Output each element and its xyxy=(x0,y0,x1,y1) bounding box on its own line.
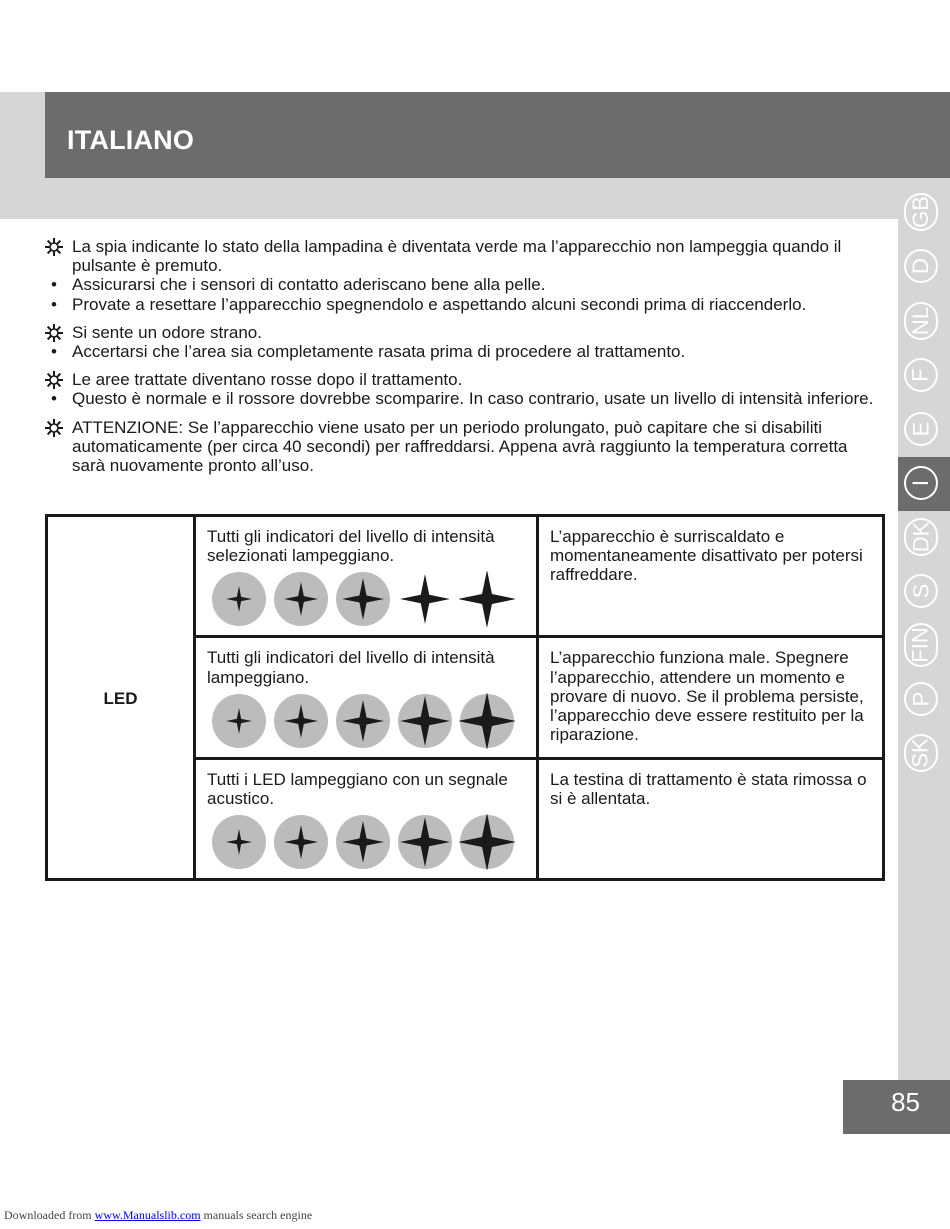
troubleshooting-group xyxy=(44,370,884,408)
language-tab-label: S xyxy=(908,583,933,599)
language-tab-i[interactable] xyxy=(903,458,939,508)
led-unlit-star-icon xyxy=(459,571,515,627)
language-tab-fin[interactable] xyxy=(903,620,939,670)
solution-item xyxy=(44,342,884,361)
language-tab-label: D xyxy=(907,258,933,274)
language-tab-label: NL xyxy=(908,306,933,336)
language-tab-gb[interactable] xyxy=(903,187,939,237)
sun-icon xyxy=(44,418,64,442)
led-indicator-row xyxy=(211,693,525,749)
bullet-icon: • xyxy=(51,275,57,295)
led-lit-star-icon xyxy=(211,814,267,870)
led-lit-star-icon xyxy=(335,571,391,627)
problem-text: Si sente un odore strano. xyxy=(72,322,262,342)
troubleshooting-group xyxy=(44,418,884,476)
led-condition-text: Tutti i LED lampeggiano con un segnale acustico. xyxy=(207,769,508,809)
language-tab-p[interactable] xyxy=(903,674,939,724)
led-indicator-row xyxy=(211,571,525,627)
led-lit-star-icon xyxy=(273,814,329,870)
solution-item xyxy=(44,275,884,294)
led-meaning-cell xyxy=(538,637,884,758)
language-tab-e[interactable] xyxy=(903,404,939,454)
led-indicator-table xyxy=(45,514,885,881)
solution-text: Accertarsi che l’area sia completamente rasata prima di procedere al trattamento. xyxy=(72,342,686,362)
solution-text: Assicurarsi che i sensori di contatto aderiscano bene alla pelle. xyxy=(72,275,546,295)
language-tab-label: DK xyxy=(908,521,933,553)
troubleshooting-group xyxy=(44,323,884,361)
led-meaning-text: La testina di trattamento è stata rimossa o si è allentata. xyxy=(550,769,867,809)
language-tab-label: FIN xyxy=(907,627,933,663)
led-lit-star-icon xyxy=(273,693,329,749)
led-meaning-text: L’apparecchio funziona male. Spegnere l’apparecchio, attendere un momento e provare di nuovo. Se il problema persiste, l’apparecchio deve essere restituito per la riparazione. xyxy=(550,648,864,745)
troubleshooting-group xyxy=(44,237,884,314)
problem-item xyxy=(44,418,884,476)
problem-text: ATTENZIONE: Se l’apparecchio viene usato per un periodo prolungato, può capitare che si disabiliti automaticamente (per circa 40 secondi) per raffreddarsi. Appena avrà raggiunto la temperatura corretta sarà nuovamente pronto all’uso. xyxy=(72,417,848,476)
footer-suffix: manuals search engine xyxy=(203,1208,313,1222)
led-unlit-star-icon xyxy=(397,571,453,627)
led-lit-star-icon xyxy=(211,571,267,627)
problem-text: La spia indicante lo stato della lampadina è diventata verde ma l’apparecchio non lampeggia quando il pulsante è premuto. xyxy=(72,237,842,276)
led-lit-star-icon xyxy=(397,814,453,870)
led-label: LED xyxy=(47,516,195,880)
led-table-row xyxy=(47,516,884,637)
led-lit-star-icon xyxy=(335,693,391,749)
problem-item xyxy=(44,237,884,275)
led-lit-star-icon xyxy=(335,814,391,870)
led-condition-cell xyxy=(195,637,538,758)
language-tab-label: SK xyxy=(907,738,933,768)
solution-item xyxy=(44,295,884,314)
led-meaning-cell xyxy=(538,758,884,879)
led-lit-star-icon xyxy=(211,693,267,749)
language-tab-label: E xyxy=(908,421,933,437)
solution-item xyxy=(44,389,884,408)
language-tab-label: GB xyxy=(907,196,933,228)
led-condition-text: Tutti gli indicatori del livello di intensità lampeggiano. xyxy=(207,648,495,687)
led-lit-star-icon xyxy=(459,814,515,870)
footer xyxy=(4,1208,312,1223)
footer-prefix: Downloaded from xyxy=(4,1208,92,1222)
problem-item xyxy=(44,323,884,342)
language-tab-dk[interactable] xyxy=(903,512,939,562)
language-tab-f[interactable] xyxy=(903,350,939,400)
page-title: ITALIANO xyxy=(67,125,195,155)
sun-icon xyxy=(44,237,64,261)
led-lit-star-icon xyxy=(273,571,329,627)
led-meaning-cell xyxy=(538,516,884,637)
led-condition-cell xyxy=(195,758,538,879)
language-tab-nl[interactable] xyxy=(903,296,939,346)
problem-item xyxy=(44,370,884,389)
led-meaning-text: L’apparecchio è surriscaldato e momentaneamente disattivato per potersi raffreddare. xyxy=(550,527,863,585)
language-tab-d[interactable] xyxy=(903,241,939,291)
bullet-icon: • xyxy=(51,389,57,409)
problem-text: Le aree trattate diventano rosse dopo il trattamento. xyxy=(72,370,463,390)
solution-text: Questo è normale e il rossore dovrebbe scomparire. In caso contrario, usate un livello di intensità inferiore. xyxy=(72,389,874,409)
bullet-icon: • xyxy=(51,342,57,362)
language-tab-sk[interactable] xyxy=(903,728,939,778)
language-tab-label: P xyxy=(908,691,933,707)
led-lit-star-icon xyxy=(459,693,515,749)
footer-link[interactable]: www.Manualslib.com xyxy=(94,1208,201,1222)
led-condition-text: Tutti gli indicatori del livello di intensità selezionati lampeggiano. xyxy=(207,527,495,566)
page-number: 85 xyxy=(891,1087,920,1117)
solution-text: Provate a resettare l’apparecchio spegnendolo e aspettando alcuni secondi prima di riaccenderlo. xyxy=(72,294,807,314)
troubleshooting-list xyxy=(44,237,884,484)
language-tab-s[interactable] xyxy=(903,566,939,616)
led-lit-star-icon xyxy=(397,693,453,749)
led-indicator-row xyxy=(211,814,525,870)
bullet-icon: • xyxy=(51,294,57,314)
led-condition-cell xyxy=(195,516,538,637)
language-tab-label: I xyxy=(908,479,933,487)
language-tab-label: F xyxy=(907,368,933,382)
